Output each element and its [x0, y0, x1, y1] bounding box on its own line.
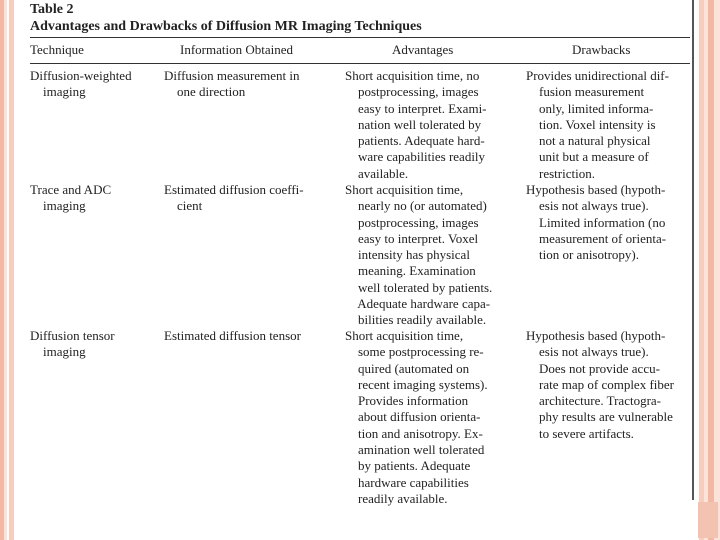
row-1-information: Diffusion measurement in one direction: [164, 68, 300, 100]
header-technique: Technique: [30, 42, 84, 57]
table-title: Advantages and Drawbacks of Diffusion MR Imaging Techniques: [30, 19, 422, 34]
figure-frame-line: [692, 0, 694, 500]
table-number: Table 2: [30, 2, 74, 17]
row-1-technique: Diffusion-weighted imaging: [30, 68, 132, 100]
row-1-drawbacks: Provides unidirectional dif- fusion measurement only, limited informa- tion. Voxel intensity is not a natural physical unit but a measure of restriction.: [526, 68, 669, 181]
slide-corner-decoration: [698, 502, 718, 538]
row-3-drawbacks: Hypothesis based (hypoth- esis not always true). Does not provide accu- rate map of complex fiber architecture. Tractogra- phy results are vulnerable to severe artifacts.: [526, 328, 674, 441]
row-2-drawbacks: Hypothesis based (hypoth- esis not always true). Limited information (no measurement of orienta- tion or anisotropy).: [526, 182, 667, 263]
table-figure: [30, 0, 690, 506]
table-top-rule: [30, 37, 690, 38]
header-drawbacks: Drawbacks: [572, 42, 631, 57]
slide-left-border: [0, 0, 14, 540]
slide-right-border: [696, 0, 720, 540]
row-2-information: Estimated diffusion coeffi- cient: [164, 182, 304, 214]
row-2-technique: Trace and ADC imaging: [30, 182, 112, 214]
row-1-advantages: Short acquisition time, no postprocessing, images easy to interpret. Exami- nation well tolerated by patients. Adequate hard- ware capabilities readily available.: [345, 68, 487, 181]
table-header-rule: [30, 63, 690, 64]
header-information: Information Obtained: [180, 42, 293, 57]
row-3-information: Estimated diffusion tensor: [164, 328, 301, 343]
row-3-technique: Diffusion tensor imaging: [30, 328, 115, 360]
header-advantages: Advantages: [392, 42, 454, 57]
row-2-advantages: Short acquisition time, nearly no (or automated) postprocessing, images easy to interpret. Voxel intensity has physical meaning. Examination well tolerated by patients. Adequate hardware capa- bilities readily available.: [345, 182, 493, 328]
row-3-advantages: Short acquisition time, some postprocessing re- quired (automated on recent imaging systems). Provides information about diffusion orienta- tion and anisotropy. Ex- amination well tolerated by patients. Adequate hardware capabilities readily available.: [345, 328, 488, 506]
